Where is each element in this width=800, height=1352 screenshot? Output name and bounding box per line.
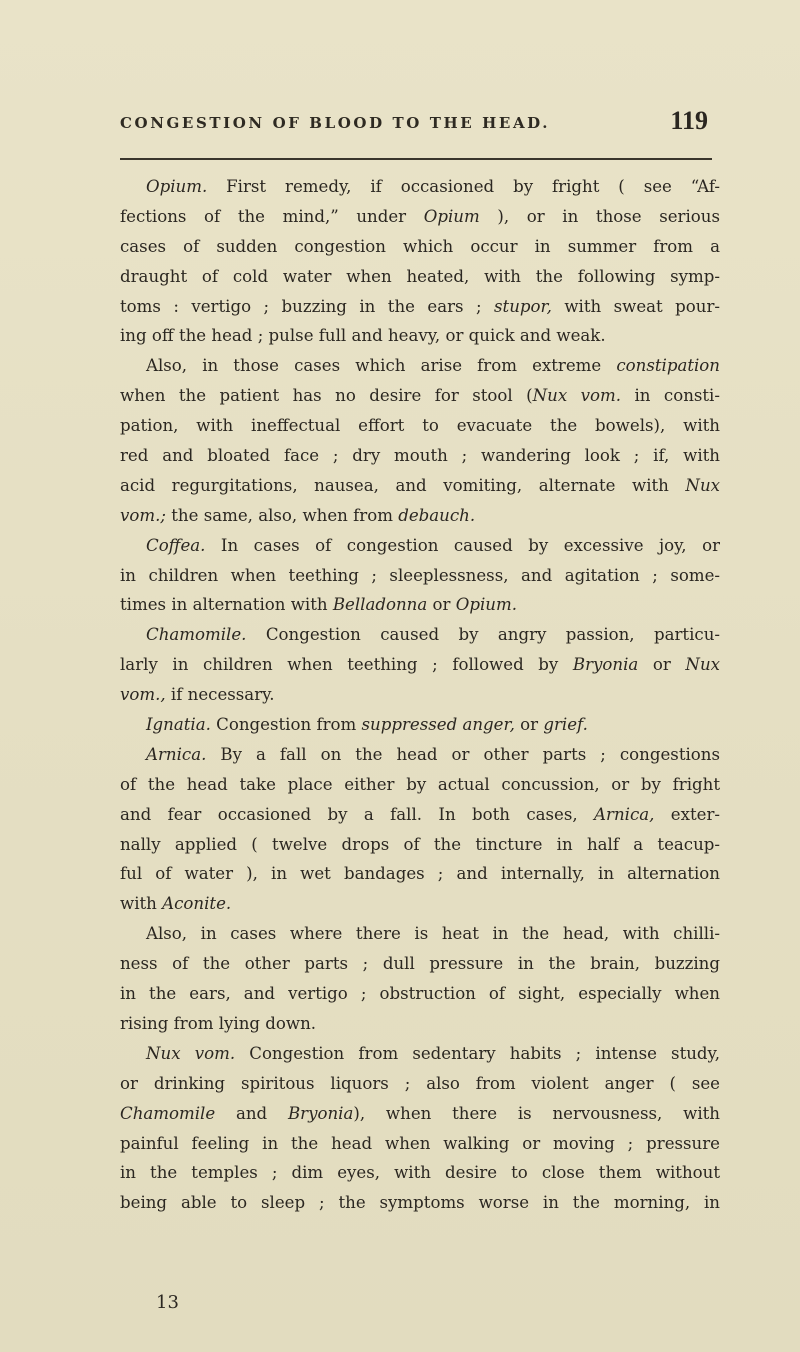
italic-text: debauch. — [398, 505, 476, 525]
text-line — [120, 501, 720, 531]
text-run: painful feeling in the head when walking or moving ; pressure — [120, 1133, 720, 1153]
text-line — [120, 979, 720, 1009]
text-run: Also, in those cases which arise from extreme — [146, 356, 617, 376]
text-run: ), when there is nervousness, with — [353, 1103, 720, 1123]
text-run: being able to sleep ; the symptoms worse in the morning, in — [120, 1193, 720, 1213]
text-run: First remedy, if occasioned by fright ( see “Af- — [207, 177, 720, 196]
text-run: ing off the head ; pulse full and heavy, or quick and weak. — [120, 326, 606, 346]
text-line — [120, 770, 720, 800]
text-run: toms : vertigo ; buzzing in the ears ; — [120, 296, 495, 316]
italic-text: Aconite. — [162, 894, 232, 914]
text-run: or drinking spiritous liquors ; also from violent anger ( see — [120, 1073, 720, 1093]
header-rule — [120, 158, 712, 160]
italic-text: Nux vom. — [532, 386, 622, 406]
running-title: CONGESTION OF BLOOD TO THE HEAD. — [120, 114, 551, 132]
italic-text: constipation — [616, 356, 720, 376]
text-line — [120, 620, 720, 650]
text-line — [120, 292, 720, 322]
text-line — [120, 650, 720, 680]
text-run: in the ears, and vertigo ; obstruction of sight, especially when — [120, 984, 720, 1004]
text-run: the same, also, when from — [165, 505, 399, 525]
text-run: ful of water ), in wet bandages ; and internally, in alternation — [120, 864, 720, 884]
text-line — [120, 351, 720, 381]
italic-text: Nux vom. — [146, 1043, 236, 1063]
text-run: with — [120, 894, 163, 914]
text-run: and — [215, 1103, 288, 1123]
text-line — [120, 680, 720, 710]
text-line — [120, 710, 720, 740]
text-line — [120, 531, 720, 561]
text-line — [120, 262, 720, 292]
text-line — [120, 949, 720, 979]
text-run: nally applied ( twelve drops of the tincture in half a teacup- — [120, 834, 720, 854]
text-run: in the temples ; dim eyes, with desire to close them without — [120, 1163, 720, 1183]
text-run: cases of sudden congestion which occur in summer from a — [120, 236, 720, 256]
italic-text: Bryonia — [572, 655, 639, 675]
text-run: or — [638, 655, 686, 675]
italic-text: stupor, — [494, 296, 552, 316]
signature-mark: 13 — [156, 1292, 179, 1313]
italic-text: Nux — [685, 475, 720, 495]
text-run: rising from lying down. — [120, 1013, 317, 1033]
text-run: Congestion from — [210, 715, 362, 735]
text-line — [120, 1099, 720, 1129]
italic-text: vom.; — [120, 505, 166, 525]
text-run: in children when teething ; sleeplessness, and agitation ; some- — [120, 565, 720, 585]
text-line — [120, 800, 720, 830]
text-line — [120, 232, 720, 262]
text-line — [120, 441, 720, 471]
italic-text: Bryonia — [287, 1103, 354, 1123]
text-line — [120, 172, 720, 202]
text-run: ness of the other parts ; dull pressure in the brain, buzzing — [120, 954, 720, 974]
running-head — [110, 100, 710, 140]
text-line — [120, 1069, 720, 1099]
text-line — [120, 321, 720, 351]
text-line — [120, 561, 720, 591]
text-line — [120, 1188, 720, 1218]
text-run: draught of cold water when heated, with the following symp- — [120, 266, 720, 286]
text-line — [120, 859, 720, 889]
italic-text: Opium — [423, 206, 480, 226]
text-run: By a fall on the head or other parts ; congestions — [206, 744, 720, 764]
italic-text: Chamomile. — [146, 625, 247, 645]
text-run: ), or in those serious — [479, 206, 720, 226]
italic-text: Chamomile — [120, 1103, 216, 1123]
text-run: acid regurgitations, nausea, and vomiting, alternate with — [120, 475, 686, 495]
text-run: or — [514, 715, 544, 735]
text-line — [120, 471, 720, 501]
body-text — [120, 172, 720, 1218]
italic-text: Arnica. — [146, 744, 207, 764]
text-run: and fear occasioned by a fall. In both cases, — [120, 804, 595, 824]
text-run: pation, with ineffectual effort to evacuate the bowels), with — [120, 416, 720, 436]
text-line — [120, 1129, 720, 1159]
italic-text: Coffea. — [146, 535, 206, 555]
text-run: Congestion caused by angry passion, particu- — [246, 625, 720, 645]
text-run: with sweat pour- — [551, 296, 720, 316]
italic-text: Belladonna — [332, 595, 428, 615]
text-run: red and bloated face ; dry mouth ; wandering look ; if, with — [120, 446, 720, 466]
text-line — [120, 1158, 720, 1188]
text-line — [120, 919, 720, 949]
text-run: larly in children when teething ; followed by — [120, 655, 573, 675]
italic-text: Opium. — [146, 177, 208, 196]
italic-text: suppressed anger, — [361, 715, 515, 735]
italic-text: Ignatia. — [146, 715, 211, 735]
text-run: fections of the mind,” under — [120, 206, 424, 226]
text-line — [120, 381, 720, 411]
text-run: times in alternation with — [120, 595, 333, 615]
text-run: Also, in cases where there is heat in the head, with chilli- — [146, 924, 720, 944]
text-run: in consti- — [621, 386, 720, 406]
text-line — [120, 202, 720, 232]
text-run: Congestion from sedentary habits ; intense study, — [235, 1043, 720, 1063]
page-number: 119 — [670, 106, 708, 135]
italic-text: Opium. — [455, 595, 517, 615]
text-line — [120, 889, 720, 919]
italic-text: vom., — [120, 685, 166, 705]
text-run: of the head take place either by actual concussion, or by fright — [120, 774, 720, 794]
text-line — [120, 740, 720, 770]
italic-text: Arnica, — [594, 804, 655, 824]
text-run: or — [427, 595, 456, 615]
text-run: when the patient has no desire for stool ( — [120, 386, 533, 406]
italic-text: Nux — [685, 655, 720, 675]
text-line — [120, 590, 720, 620]
text-run: exter- — [654, 804, 720, 824]
text-run: if necessary. — [165, 685, 275, 705]
text-line — [120, 1009, 720, 1039]
text-run: In cases of congestion caused by excessive joy, or — [205, 535, 720, 555]
italic-text: grief. — [543, 715, 588, 735]
text-line — [120, 1039, 720, 1069]
text-line — [120, 830, 720, 860]
text-line — [120, 411, 720, 441]
